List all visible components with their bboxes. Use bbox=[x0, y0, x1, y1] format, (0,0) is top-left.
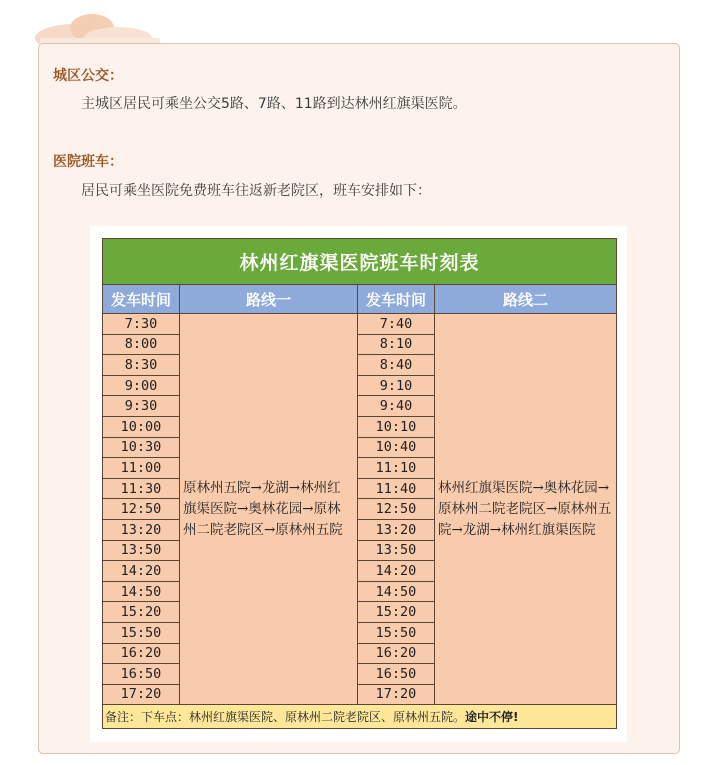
route-1-description: 原林州五院→龙湖→林州红旗渠医院→奥林花园→原林州二院老院区→原林州五院 bbox=[180, 314, 358, 705]
departure-time-2: 10:40 bbox=[358, 437, 435, 458]
departure-time-2: 11:10 bbox=[358, 458, 435, 479]
departure-time-1: 16:20 bbox=[103, 643, 180, 664]
departure-time-1: 14:20 bbox=[103, 561, 180, 582]
departure-time-1: 9:00 bbox=[103, 375, 180, 396]
departure-time-2: 15:50 bbox=[358, 622, 435, 643]
header-time-2: 发车时间 bbox=[358, 285, 435, 314]
city-bus-text: 主城区居民可乘坐公交5路、7路、11路到达林州红旗渠医院。 bbox=[81, 96, 467, 112]
cloud-decoration-icon bbox=[30, 8, 180, 48]
departure-time-1: 17:20 bbox=[103, 684, 180, 705]
departure-time-2: 15:20 bbox=[358, 602, 435, 623]
timetable-note bbox=[103, 705, 617, 729]
route-2-description: 林州红旗渠医院→奥林花园→原林州二院老院区→原林州五院→龙湖→林州红旗渠医院 bbox=[435, 314, 617, 705]
departure-time-1: 14:50 bbox=[103, 581, 180, 602]
note-text: 备注：下车点：林州红旗渠医院、原林州二院老院区、原林州五院。 bbox=[105, 710, 466, 725]
departure-time-1: 13:20 bbox=[103, 519, 180, 540]
transport-info-card bbox=[38, 43, 680, 754]
shuttle-timetable bbox=[102, 238, 617, 729]
departure-time-2: 7:40 bbox=[358, 314, 435, 335]
note-no-stop: 途中不停! bbox=[465, 710, 519, 725]
departure-time-1: 12:50 bbox=[103, 499, 180, 520]
departure-time-1: 7:30 bbox=[103, 314, 180, 335]
hospital-shuttle-text: 居民可乘坐医院免费班车往返新老院区，班车安排如下： bbox=[81, 183, 431, 199]
hospital-shuttle-title: 医院班车： bbox=[53, 154, 123, 170]
departure-time-2: 8:10 bbox=[358, 334, 435, 355]
header-route-1: 路线一 bbox=[180, 285, 358, 314]
departure-time-2: 12:50 bbox=[358, 499, 435, 520]
departure-time-1: 11:30 bbox=[103, 478, 180, 499]
departure-time-2: 9:40 bbox=[358, 396, 435, 417]
departure-time-1: 16:50 bbox=[103, 664, 180, 685]
departure-time-2: 14:20 bbox=[358, 561, 435, 582]
departure-time-2: 14:50 bbox=[358, 581, 435, 602]
departure-time-2: 16:20 bbox=[358, 643, 435, 664]
departure-time-2: 8:40 bbox=[358, 355, 435, 376]
departure-time-1: 13:50 bbox=[103, 540, 180, 561]
departure-time-1: 8:30 bbox=[103, 355, 180, 376]
departure-time-1: 15:50 bbox=[103, 622, 180, 643]
departure-time-1: 10:00 bbox=[103, 416, 180, 437]
note-row bbox=[103, 705, 617, 729]
city-bus-title: 城区公交： bbox=[53, 68, 123, 84]
departure-time-1: 8:00 bbox=[103, 334, 180, 355]
departure-time-2: 16:50 bbox=[358, 664, 435, 685]
table-row bbox=[103, 314, 617, 335]
header-time-1: 发车时间 bbox=[103, 285, 180, 314]
departure-time-1: 9:30 bbox=[103, 396, 180, 417]
departure-time-2: 10:10 bbox=[358, 416, 435, 437]
timetable-image bbox=[90, 226, 627, 742]
departure-time-1: 15:20 bbox=[103, 602, 180, 623]
header-route-2: 路线二 bbox=[435, 285, 617, 314]
departure-time-1: 11:00 bbox=[103, 458, 180, 479]
departure-time-1: 10:30 bbox=[103, 437, 180, 458]
departure-time-2: 17:20 bbox=[358, 684, 435, 705]
departure-time-2: 9:10 bbox=[358, 375, 435, 396]
departure-time-2: 13:50 bbox=[358, 540, 435, 561]
departure-time-2: 11:40 bbox=[358, 478, 435, 499]
departure-time-2: 13:20 bbox=[358, 519, 435, 540]
timetable-title: 林州红旗渠医院班车时刻表 bbox=[103, 239, 617, 285]
